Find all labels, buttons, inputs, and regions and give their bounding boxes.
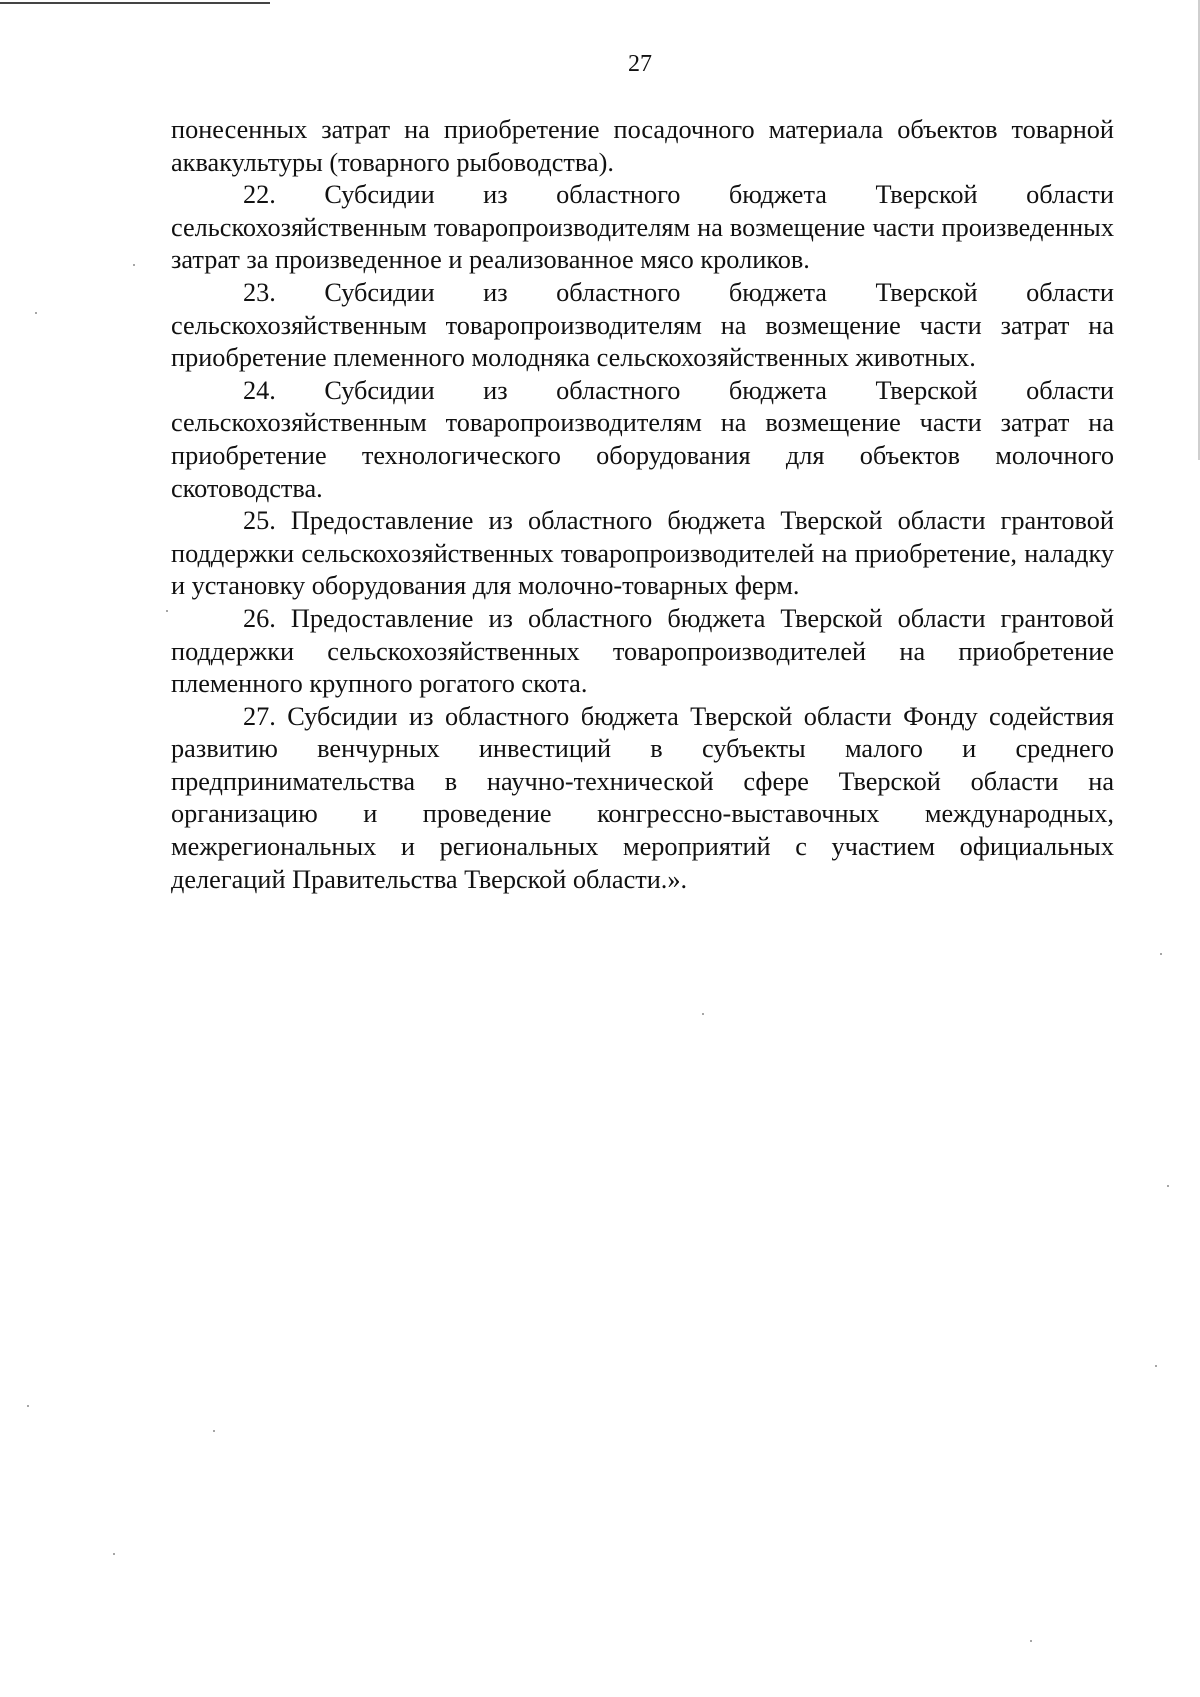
scan-speck bbox=[1167, 1185, 1169, 1187]
paragraph-continuation: понесенных затрат на приобретение посадочного материала объектов товарной аквакультуры (товарного рыбоводства). bbox=[171, 115, 1114, 177]
scan-speck bbox=[35, 312, 37, 314]
paragraph-item-23: 23. Субсидии из областного бюджета Тверской области сельскохозяйственным товаропроизводителям на возмещение части затрат на приобретение племенного молодняка сельскохозяйственных животных. bbox=[171, 277, 1114, 373]
scan-speck bbox=[166, 610, 168, 612]
scan-speck bbox=[113, 1553, 115, 1555]
scan-speck bbox=[27, 1405, 29, 1407]
scan-speck bbox=[213, 1430, 215, 1432]
scan-top-border-line bbox=[0, 2, 270, 4]
paragraph-item-26: 26. Предоставление из областного бюджета Тверской области грантовой поддержки сельскохозяйственных товаропроизводителей на приобретение племенного крупного рогатого скота. bbox=[171, 603, 1114, 699]
scan-speck bbox=[1030, 1640, 1032, 1642]
paragraph-item-25: 25. Предоставление из областного бюджета Тверской области грантовой поддержки сельскохозяйственных товаропроизводителей на приобретение, наладку и установку оборудования для молочно-товарных ферм. bbox=[171, 506, 1114, 601]
scan-speck bbox=[702, 1013, 704, 1015]
scan-speck bbox=[1160, 953, 1162, 955]
page-number: 27 bbox=[628, 51, 652, 77]
paragraph-item-22: 22. Субсидии из областного бюджета Тверской области сельскохозяйственным товаропроизводителям на возмещение части произведенных затрат за произведенное и реализованное мясо кроликов. bbox=[171, 180, 1114, 275]
scan-speck bbox=[133, 264, 135, 266]
document-body bbox=[171, 114, 1114, 896]
paragraph-item-27: 27. Субсидии из областного бюджета Тверской области Фонду содействия развитию венчурных инвестиций в субъекты малого и среднего предпринимательства в научно-технической сфере Тверской области на организацию и проведение конгрессно-выставочных международных, межрегиональных и региональных мероприятий с участием официальных делегаций Правительства Тверской области.». bbox=[171, 701, 1114, 894]
scan-speck bbox=[1155, 1365, 1157, 1367]
paragraph-item-24: 24. Субсидии из областного бюджета Тверской области сельскохозяйственным товаропроизводителям на возмещение части затрат на приобретение технологического оборудования для объектов молочного скотоводства. bbox=[171, 375, 1114, 503]
